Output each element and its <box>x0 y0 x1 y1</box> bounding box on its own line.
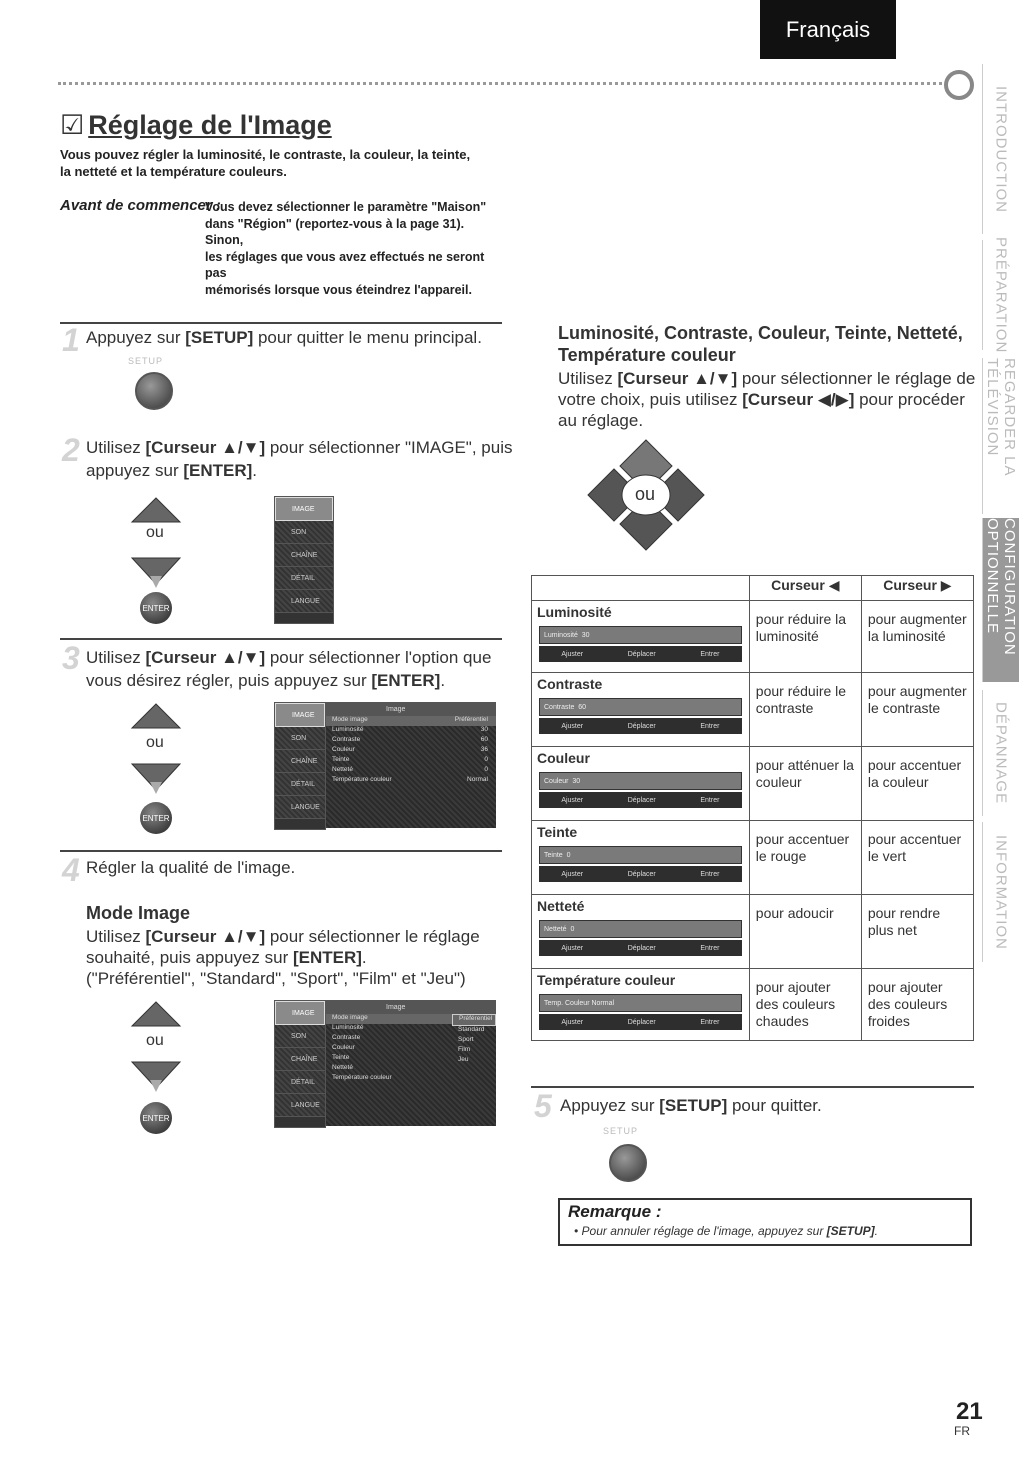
osd-ajuster: Ajuster <box>561 796 584 804</box>
menu-item: SON <box>275 727 325 750</box>
left-cell: pour réduire la luminosité <box>749 601 861 673</box>
right-cell: pour ajouter des couleurs froides <box>861 969 973 1041</box>
menu-item: CHAÎNE <box>275 750 325 773</box>
text: souhaité, puis appuyez sur <box>86 948 293 967</box>
key-label: [SETUP] <box>185 328 254 347</box>
row-label-cell <box>532 747 750 821</box>
row-value: Préférentiel <box>454 716 488 723</box>
enter-button-icon: ENTER <box>140 1102 172 1134</box>
page-number: 21 <box>956 1398 983 1425</box>
osd-ajuster: Ajuster <box>561 650 584 658</box>
menu-item: CHAÎNE <box>275 544 333 567</box>
submenu-row <box>326 736 496 746</box>
page-title-text: Réglage de l'Image <box>88 110 332 140</box>
header-rule <box>58 82 948 85</box>
title-line: Luminosité, Contraste, Couleur, Teinte, Netteté, <box>558 323 963 343</box>
row-label: Contraste <box>537 676 603 692</box>
text: Utilisez <box>86 438 146 457</box>
image-submenu <box>326 702 496 828</box>
mode-option: Film <box>458 1046 471 1053</box>
row-label: Luminosité <box>332 726 364 733</box>
avant-line: dans "Région" (reportez-vous à la page 31). Sinon, <box>205 216 465 247</box>
key-label: [ENTER] <box>183 461 253 480</box>
right-section-text <box>558 368 978 431</box>
osd-bar <box>539 626 742 644</box>
side-tab-preparation: PRÉPARATION <box>982 240 1019 350</box>
menu-item: SON <box>275 521 333 544</box>
osd-entrer: Entrer <box>700 650 720 658</box>
page-lang: FR <box>954 1424 970 1438</box>
text: pour sélectionner le réglage de <box>737 369 976 388</box>
text: pour sélectionner l'option que <box>265 648 492 667</box>
header-circle <box>944 70 974 100</box>
text: Appuyez sur <box>560 1096 660 1115</box>
step-divider <box>60 638 502 640</box>
checkbox-icon: ☑ <box>60 110 85 140</box>
main-menu <box>274 702 326 830</box>
step-number: 3 <box>62 640 80 676</box>
ou-label: ou <box>146 524 164 541</box>
osd-deplacer: Déplacer <box>627 870 656 878</box>
table-row <box>532 601 974 673</box>
osd-bar <box>539 698 742 716</box>
osd-bar <box>539 920 742 938</box>
row-label: Teinte <box>537 824 578 840</box>
row-label: Contraste <box>332 736 361 743</box>
osd-entrer: Entrer <box>700 870 720 878</box>
osd-deplacer: Déplacer <box>627 796 656 804</box>
text: ("Préférentiel", "Standard", "Sport", "Film" et "Jeu") <box>86 969 466 988</box>
mode-submenu <box>326 1000 496 1126</box>
osd-label: Netteté <box>544 925 567 933</box>
menu-item: SON <box>275 1025 325 1048</box>
submenu-row: Netteté <box>332 1064 353 1071</box>
left-cell: pour réduire le contraste <box>749 673 861 747</box>
row-label: Température couleur <box>537 972 676 988</box>
right-cell: pour accentuer la couleur <box>861 747 973 821</box>
table-row <box>532 673 974 747</box>
row-label: Netteté <box>537 898 585 914</box>
key-label: [ENTER] <box>292 948 362 967</box>
submenu-row <box>326 766 496 776</box>
avant-label: Avant de commencer : <box>60 197 221 214</box>
mode-option: Jeu <box>458 1056 469 1063</box>
text: Utilisez <box>86 927 146 946</box>
right-cell: pour augmenter le contraste <box>861 673 973 747</box>
menu-item: CHAÎNE <box>275 1048 325 1071</box>
osd-label: Luminosité <box>544 631 578 639</box>
avant-text <box>205 199 505 298</box>
header-right: Curseur ▶ <box>861 576 973 601</box>
mode-options <box>452 1014 496 1084</box>
mode-option: Préférentiel <box>452 1014 496 1026</box>
osd-entrer: Entrer <box>700 796 720 804</box>
submenu-row <box>326 726 496 736</box>
osd-value: 30 <box>581 631 590 639</box>
setup-label: SETUP <box>603 1126 639 1136</box>
key-label: [Curseur ▲/▼] <box>145 438 266 457</box>
side-tab-introduction: INTRODUCTION <box>982 64 1019 234</box>
mode-submenu-body <box>326 1014 496 1084</box>
text: Utilisez <box>86 648 146 667</box>
step-number: 5 <box>534 1088 552 1124</box>
text: . <box>874 1224 878 1238</box>
remark-box <box>558 1198 972 1246</box>
text: au réglage. <box>558 411 644 430</box>
submenu-row: Couleur <box>332 1044 355 1051</box>
text: . <box>440 671 446 690</box>
row-value: 30 <box>480 726 488 733</box>
right-section-title <box>558 322 978 366</box>
row-value: Normal <box>467 776 488 783</box>
setup-button-icon <box>135 372 173 410</box>
ou-label: ou <box>146 1032 164 1049</box>
submenu-row <box>326 716 496 726</box>
text: pour quitter. <box>727 1096 822 1115</box>
osd-value: 60 <box>578 703 587 711</box>
key-label: [Curseur ◀/▶] <box>742 390 855 409</box>
osd-label: Temp. Couleur Normal <box>544 999 615 1007</box>
submenu-row: Température couleur <box>332 1074 392 1081</box>
osd-entrer: Entrer <box>700 1018 720 1026</box>
key-label: [SETUP] <box>826 1224 875 1238</box>
header-empty <box>532 576 750 601</box>
main-menu <box>274 496 334 624</box>
remark-text: • Pour annuler réglage de l'image, appuyez sur [SETUP]. <box>574 1224 878 1238</box>
main-menu <box>274 1000 326 1128</box>
ou-label: ou <box>146 734 164 751</box>
step-5-text <box>560 1094 822 1117</box>
key-label: [ENTER] <box>371 671 441 690</box>
intro-text: Vous pouvez régler la luminosité, le contraste, la couleur, la teinte, la netteté et la température couleurs. <box>60 147 471 179</box>
step-divider <box>531 1086 974 1088</box>
avant-line: mémorisés lorsque vous éteindrez l'appareil. <box>205 282 472 297</box>
title-line: Température couleur <box>558 345 736 365</box>
submenu-row: Teinte <box>332 1054 350 1061</box>
setup-button-icon <box>609 1144 647 1182</box>
row-label-cell <box>532 895 750 969</box>
menu-item: DÉTAIL <box>275 773 325 796</box>
osd-deplacer: Déplacer <box>627 650 656 658</box>
mode-image-text <box>86 926 516 989</box>
osd-buttons <box>539 940 742 956</box>
osd-bar <box>539 772 742 790</box>
header-left: Curseur ◀ <box>749 576 861 601</box>
row-label: Couleur <box>537 750 590 766</box>
row-label: Mode image <box>332 716 368 723</box>
key-label: [Curseur ▲/▼] <box>145 648 266 667</box>
step-number: 4 <box>62 852 80 888</box>
osd-buttons <box>539 1014 742 1030</box>
text: pour sélectionner le réglage <box>265 927 480 946</box>
key-label: [SETUP] <box>659 1096 728 1115</box>
menu-item: LANGUE <box>275 1094 325 1117</box>
step-2-text <box>86 436 516 482</box>
row-value: 60 <box>480 736 488 743</box>
menu-item: IMAGE <box>275 497 333 521</box>
table-row <box>532 821 974 895</box>
osd-label: Couleur <box>544 777 569 785</box>
text: Utilisez <box>558 369 618 388</box>
menu-item: LANGUE <box>275 796 325 819</box>
osd-value: 0 <box>570 925 575 933</box>
page-title <box>60 110 332 141</box>
submenu-title: Image <box>326 1000 496 1014</box>
osd-bar <box>539 846 742 864</box>
menu-item: DÉTAIL <box>275 567 333 590</box>
text: pour sélectionner "IMAGE", puis <box>265 438 513 457</box>
cursor-table <box>531 575 974 1041</box>
submenu-row: Mode image <box>326 1014 452 1024</box>
osd-value: 30 <box>572 777 581 785</box>
text: appuyez sur <box>86 461 184 480</box>
table-row <box>532 969 974 1041</box>
row-value: 36 <box>480 746 488 753</box>
step-divider <box>60 322 502 324</box>
text: vous désirez régler, puis appuyez sur <box>86 671 372 690</box>
osd-deplacer: Déplacer <box>627 722 656 730</box>
step-number: 2 <box>62 432 80 468</box>
submenu-row <box>326 776 496 786</box>
osd-deplacer: Déplacer <box>627 944 656 952</box>
left-cell: pour accentuer le rouge <box>749 821 861 895</box>
osd-buttons <box>539 718 742 734</box>
step-4-text: Régler la qualité de l'image. <box>86 858 296 877</box>
avant-line: les réglages que vous avez effectués ne seront pas <box>205 249 485 280</box>
text: . <box>361 948 367 967</box>
table-header <box>532 576 974 601</box>
menu-item: IMAGE <box>275 703 325 727</box>
side-tab-information: INFORMATION <box>982 822 1019 962</box>
step-number: 1 <box>62 322 80 358</box>
text: Appuyez sur <box>86 328 186 347</box>
enter-button-icon: ENTER <box>140 802 172 834</box>
text: pour procéder <box>854 390 965 409</box>
row-value: 0 <box>484 766 488 773</box>
row-label: Teinte <box>332 756 350 763</box>
right-cell: pour augmenter la luminosité <box>861 601 973 673</box>
side-tab-regarder: REGARDER LA TÉLÉVISION <box>982 358 1019 514</box>
row-label-cell <box>532 673 750 747</box>
submenu-row <box>326 756 496 766</box>
step-1-text <box>86 326 506 349</box>
ou-label: ou <box>635 484 656 504</box>
right-cell: pour accentuer le vert <box>861 821 973 895</box>
language-tab: Français <box>760 0 896 59</box>
osd-bar <box>539 994 742 1012</box>
row-label: Luminosité <box>537 604 612 620</box>
osd-entrer: Entrer <box>700 944 720 952</box>
enter-button-icon: ENTER <box>140 592 172 624</box>
setup-label: SETUP <box>128 356 164 366</box>
right-cell: pour rendre plus net <box>861 895 973 969</box>
mode-option: Standard <box>458 1026 485 1033</box>
left-cell: pour ajouter des couleurs chaudes <box>749 969 861 1041</box>
osd-ajuster: Ajuster <box>561 722 584 730</box>
osd-label: Teinte <box>544 851 563 859</box>
table-row <box>532 747 974 821</box>
submenu-row: Contraste <box>332 1034 361 1041</box>
key-label: [Curseur ▲/▼] <box>617 369 738 388</box>
submenu-row: Luminosité <box>332 1024 364 1031</box>
osd-entrer: Entrer <box>700 722 720 730</box>
osd-label: Contraste <box>544 703 575 711</box>
row-label: Température couleur <box>332 776 392 783</box>
menu-item: IMAGE <box>275 1001 325 1025</box>
osd-value: 0 <box>566 851 571 859</box>
left-cell: pour atténuer la couleur <box>749 747 861 821</box>
text: pour quitter le menu principal. <box>253 328 482 347</box>
osd-buttons <box>539 792 742 808</box>
submenu-row <box>326 746 496 756</box>
row-value: 0 <box>484 756 488 763</box>
menu-item: LANGUE <box>275 590 333 613</box>
remark-title: Remarque : <box>568 1202 662 1221</box>
osd-ajuster: Ajuster <box>561 1018 584 1026</box>
step-divider <box>60 850 502 852</box>
mode-image-title: Mode Image <box>86 903 191 923</box>
submenu-title: Image <box>326 702 496 716</box>
row-label: Couleur <box>332 746 355 753</box>
row-label-cell <box>532 969 750 1041</box>
osd-deplacer: Déplacer <box>627 1018 656 1026</box>
text: Pour annuler réglage de l'image, appuyez sur <box>581 1224 827 1238</box>
row-label: Netteté <box>332 766 353 773</box>
osd-ajuster: Ajuster <box>561 944 584 952</box>
left-cell: pour adoucir <box>749 895 861 969</box>
text: . <box>252 461 258 480</box>
mode-option: Sport <box>458 1036 474 1043</box>
text: votre choix, puis utilisez <box>558 390 743 409</box>
avant-line: Vous devez sélectionner le paramètre "Maison" <box>205 200 487 214</box>
table-row <box>532 895 974 969</box>
osd-buttons <box>539 866 742 882</box>
side-tab-configuration: CONFIGURATION OPTIONNELLE <box>982 518 1019 682</box>
step-3-text <box>86 646 516 692</box>
row-label-cell <box>532 601 750 673</box>
mode-submenu-labels <box>326 1014 452 1084</box>
row-label-cell <box>532 821 750 895</box>
osd-ajuster: Ajuster <box>561 870 584 878</box>
key-label: [Curseur ▲/▼] <box>145 927 266 946</box>
osd-buttons <box>539 646 742 662</box>
menu-item: DÉTAIL <box>275 1071 325 1094</box>
side-tab-depannage: DÉPANNAGE <box>982 690 1019 816</box>
